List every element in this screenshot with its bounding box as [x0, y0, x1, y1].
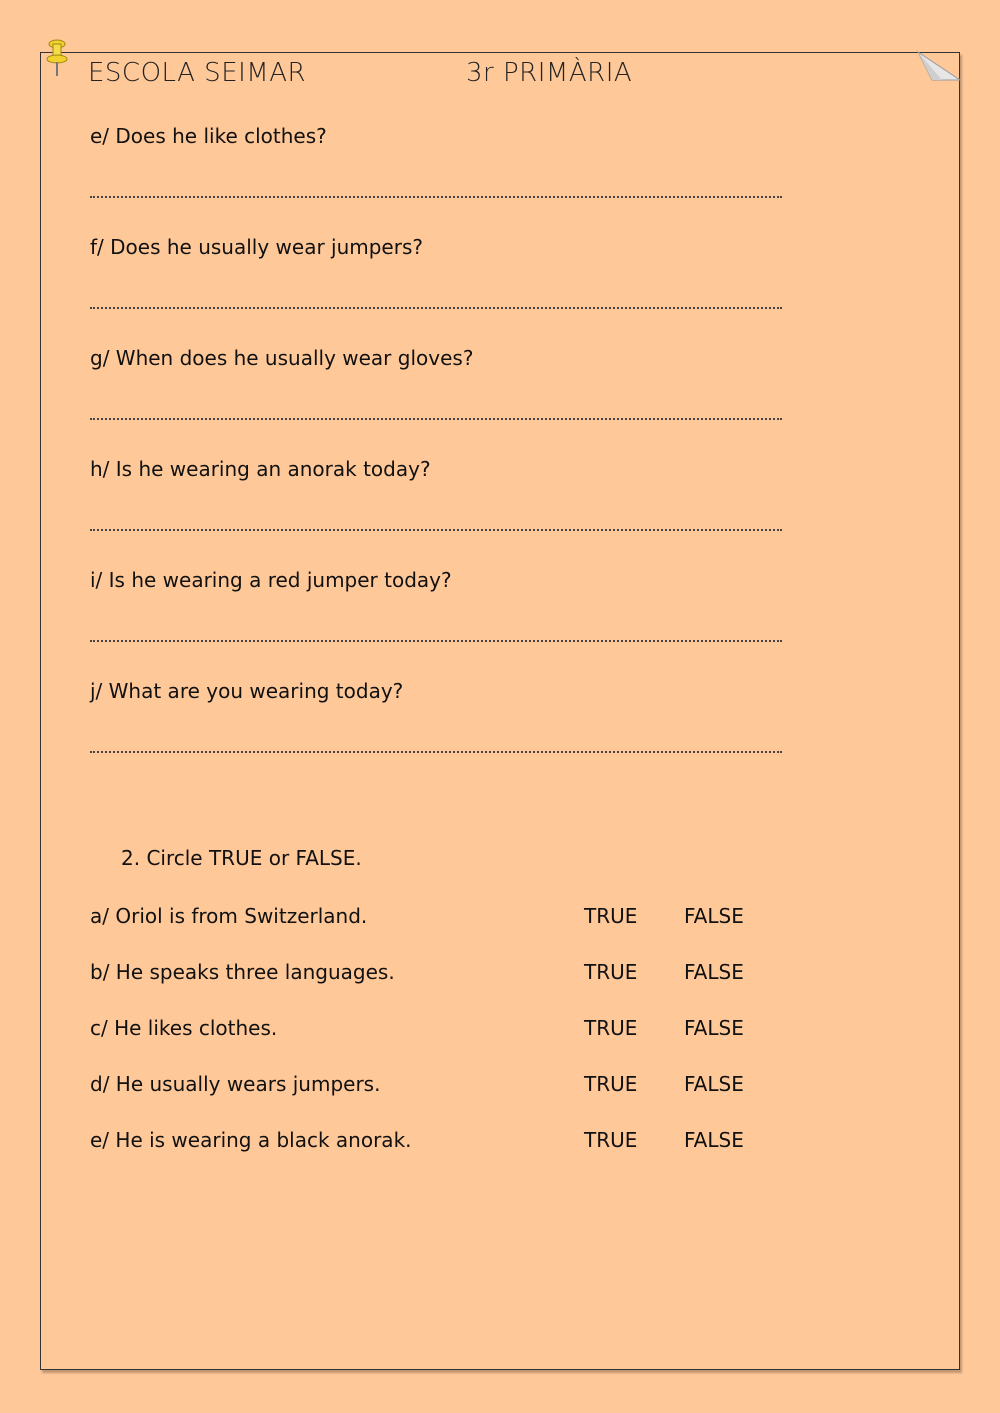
answer-line-i[interactable] [90, 640, 782, 642]
grade-level: 3r PRIMÀRIA [466, 58, 633, 88]
question-g: g/ When does he usually wear gloves? [90, 346, 474, 370]
answer-line-f[interactable] [90, 307, 782, 309]
question-e: e/ Does he like clothes? [90, 124, 327, 148]
true-option-c[interactable]: TRUE [584, 1016, 638, 1040]
false-option-c[interactable]: FALSE [684, 1016, 744, 1040]
false-option-a[interactable]: FALSE [684, 904, 744, 928]
false-option-d[interactable]: FALSE [684, 1072, 744, 1096]
tf-statement-e: e/ He is wearing a black anorak. [90, 1128, 412, 1152]
section-2-title: 2. Circle TRUE or FALSE. [121, 846, 362, 870]
true-option-e[interactable]: TRUE [584, 1128, 638, 1152]
answer-line-h[interactable] [90, 529, 782, 531]
tf-statement-c: c/ He likes clothes. [90, 1016, 278, 1040]
answer-line-g[interactable] [90, 418, 782, 420]
tf-statement-a: a/ Oriol is from Switzerland. [90, 904, 368, 928]
school-name: ESCOLA SEIMAR [88, 58, 307, 88]
true-option-b[interactable]: TRUE [584, 960, 638, 984]
page-curl-icon [912, 50, 962, 84]
answer-line-e[interactable] [90, 196, 782, 198]
tf-statement-d: d/ He usually wears jumpers. [90, 1072, 381, 1096]
pushpin-icon [44, 38, 70, 80]
question-i: i/ Is he wearing a red jumper today? [90, 568, 452, 592]
question-f: f/ Does he usually wear jumpers? [90, 235, 423, 259]
question-h: h/ Is he wearing an anorak today? [90, 457, 431, 481]
true-option-a[interactable]: TRUE [584, 904, 638, 928]
question-j: j/ What are you wearing today? [90, 679, 404, 703]
true-option-d[interactable]: TRUE [584, 1072, 638, 1096]
false-option-e[interactable]: FALSE [684, 1128, 744, 1152]
tf-statement-b: b/ He speaks three languages. [90, 960, 395, 984]
false-option-b[interactable]: FALSE [684, 960, 744, 984]
answer-line-j[interactable] [90, 751, 782, 753]
